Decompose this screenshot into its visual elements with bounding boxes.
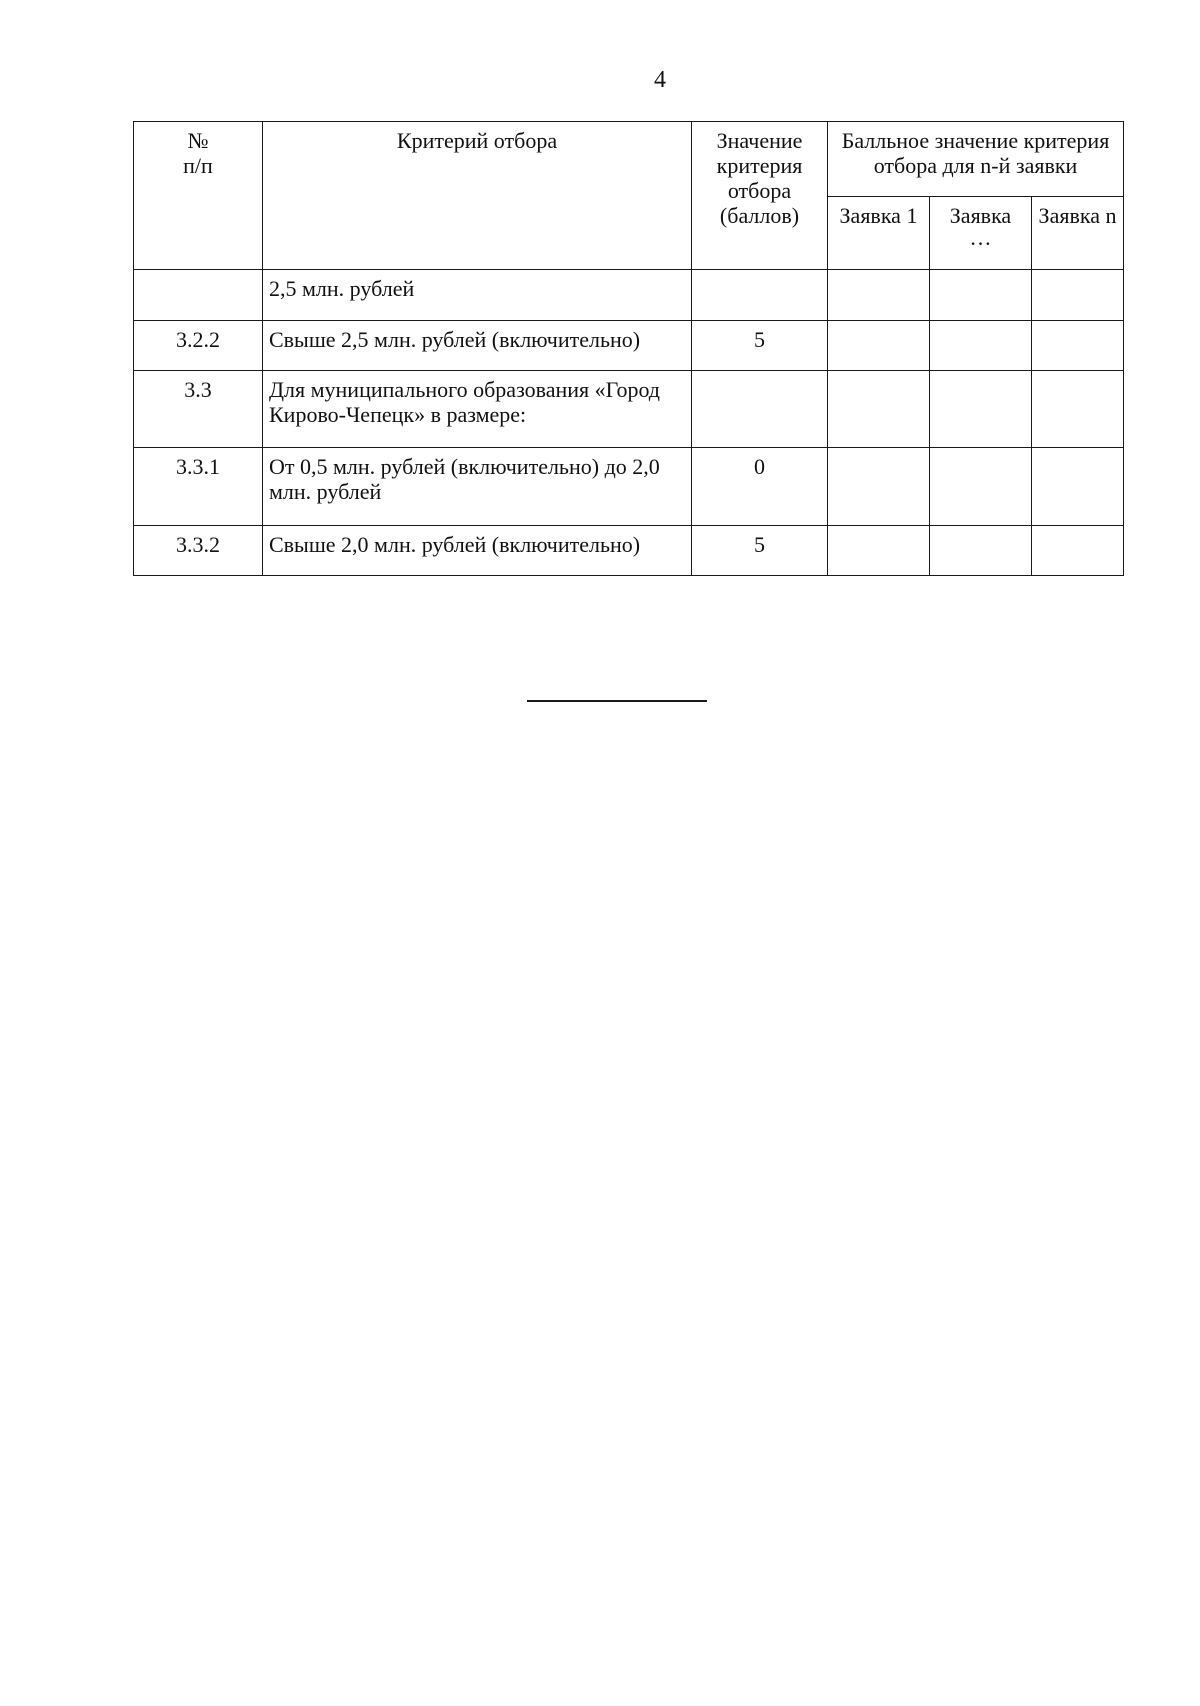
header-app-mid-label: Заявка (949, 203, 1012, 228)
row-criterion: 2,5 млн. рублей (263, 270, 692, 321)
row-score-app-n (1032, 270, 1124, 321)
header-value-label: Значение критерия отбора (баллов) (716, 128, 803, 228)
row-score-app-mid (930, 448, 1032, 526)
row-score-app-n (1032, 526, 1124, 576)
row-criterion: От 0,5 млн. рублей (включительно) до 2,0 млн. рублей (263, 448, 692, 526)
row-score-app-mid (930, 371, 1032, 448)
table-row (134, 526, 1124, 576)
header-app-1 (828, 197, 930, 270)
header-value (692, 122, 828, 270)
row-score-app-1 (828, 526, 930, 576)
table-row (134, 448, 1124, 526)
table-row (134, 371, 1124, 448)
row-score-app-1 (828, 371, 930, 448)
row-value: 0 (692, 448, 828, 526)
row-num: 3.3 (134, 371, 263, 448)
row-score-app-1 (828, 270, 930, 321)
row-criterion: Свыше 2,0 млн. рублей (включительно) (263, 526, 692, 576)
row-num: 3.3.1 (134, 448, 263, 526)
row-score-app-mid (930, 270, 1032, 321)
table-row (134, 321, 1124, 371)
header-app-1-label: Заявка 1 (839, 203, 918, 228)
header-criterion (263, 122, 692, 270)
header-app-mid (930, 197, 1032, 270)
row-num (134, 270, 263, 321)
header-row (134, 122, 1124, 197)
row-criterion: Свыше 2,5 млн. рублей (включительно) (263, 321, 692, 371)
row-value: 5 (692, 526, 828, 576)
row-num: 3.3.2 (134, 526, 263, 576)
header-app-n-label: Заявка n (1038, 203, 1117, 228)
row-value (692, 371, 828, 448)
header-score-group-label: Балльное значение критерия отбора для n-й заявки (841, 128, 1110, 178)
header-num (134, 122, 263, 270)
header-score-group (828, 122, 1124, 197)
row-criterion: Для муниципального образования «Город Кирово-Чепецк» в размере: (263, 371, 692, 448)
page-number: 4 (654, 67, 666, 93)
header-app-mid-dots: … (969, 225, 992, 250)
table-row (134, 270, 1124, 321)
row-value: 5 (692, 321, 828, 371)
row-num: 3.2.2 (134, 321, 263, 371)
row-score-app-n (1032, 448, 1124, 526)
row-score-app-1 (828, 321, 930, 371)
row-score-app-n (1032, 321, 1124, 371)
header-app-n (1032, 197, 1124, 270)
row-score-app-mid (930, 526, 1032, 576)
row-score-app-mid (930, 321, 1032, 371)
criteria-table (133, 121, 1124, 576)
header-num-label: № п/п (183, 128, 213, 178)
header-criterion-label: Критерий отбора (396, 128, 558, 153)
row-score-app-n (1032, 371, 1124, 448)
end-of-document-rule (527, 700, 707, 702)
row-value (692, 270, 828, 321)
row-score-app-1 (828, 448, 930, 526)
